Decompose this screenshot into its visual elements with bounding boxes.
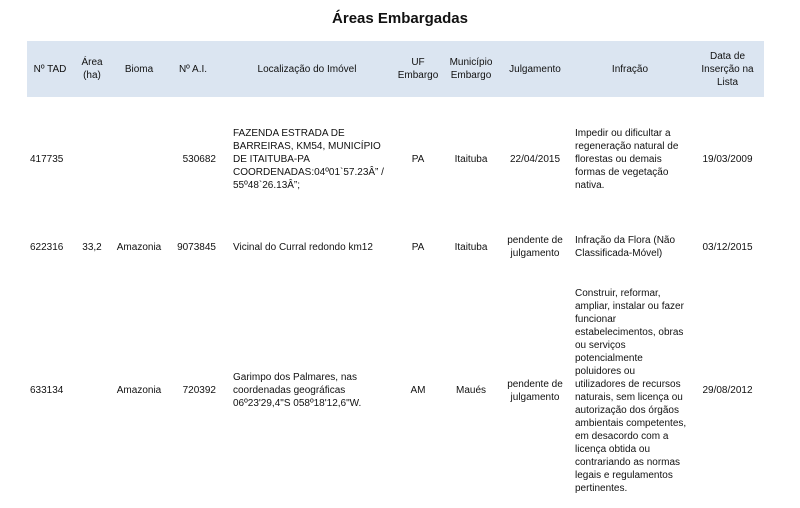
cell-localizacao: Garimpo dos Palmares, nas coordenadas geográficas 06º23'29,4"S 058º18'12,6"W.	[233, 372, 362, 409]
header-infracao: Infração	[569, 41, 691, 97]
header-bioma: Bioma	[111, 41, 167, 97]
cell-bioma	[111, 97, 167, 221]
cell-ai: 530682	[182, 153, 216, 165]
cell-data: 29/08/2012	[702, 385, 753, 396]
header-ai: Nº A.I.	[167, 41, 219, 97]
header-tad: Nº TAD	[27, 41, 73, 97]
cell-bioma: Amazonia	[116, 241, 162, 253]
cell-julgamento: 22/04/2015	[509, 153, 561, 165]
table-row	[27, 273, 764, 508]
cell-localizacao: Vicinal do Curral redondo km12	[233, 241, 373, 253]
cell-tad: 417735	[30, 153, 64, 165]
cell-tad: 633134	[30, 385, 64, 396]
cell-ai: 9073845	[177, 241, 216, 253]
cell-julgamento: pendente de julgamento	[507, 235, 563, 259]
cell-julgamento: pendente de julgamento	[507, 378, 563, 403]
header-julgamento: Julgamento	[501, 41, 569, 97]
header-data: Data de Inserção na Lista	[691, 41, 764, 97]
cell-area	[73, 273, 111, 508]
cell-localizacao: FAZENDA ESTRADA DE BARREIRAS, KM54, MUNICÍPIO DE ITAITUBA-PA COORDENADAS:04º01`57.23Â” / 55º48`26.13Â”;	[233, 127, 384, 191]
table-row	[27, 221, 764, 273]
header-area: Área (ha)	[73, 41, 111, 97]
cell-ai: 720392	[182, 385, 216, 396]
cell-infracao: Infração da Flora (Não Classificada-Móvel)	[575, 235, 676, 259]
cell-municipio: Itaituba	[454, 241, 488, 253]
cell-area	[73, 97, 111, 221]
cell-uf: PA	[411, 153, 425, 165]
cell-municipio: Maués	[455, 385, 486, 396]
table-header	[27, 41, 764, 97]
header-localizacao: Localização do Imóvel	[219, 41, 395, 97]
cell-infracao: Impedir ou dificultar a regeneração natural de florestas ou demais formas de vegetação nativa.	[575, 127, 679, 191]
cell-uf: AM	[410, 385, 426, 396]
page-title: Áreas Embargadas	[332, 10, 468, 27]
cell-area: 33,2	[82, 241, 102, 253]
embargo-table	[27, 41, 764, 508]
cell-data: 03/12/2015	[702, 241, 753, 253]
table-row	[27, 97, 764, 221]
cell-municipio: Itaituba	[454, 153, 488, 165]
cell-bioma: Amazonia	[116, 385, 162, 396]
cell-infracao: Construir, reformar, ampliar, instalar ou fazer funcionar estabelecimentos, obras ou serviços potencialmente poluidores ou utilizadores de recursos naturais, sem licença ou autorização dos órgãos ambientais competentes, em desacordo com a licença obtida ou contrariando as normas legais e regulamentos pertinentes.	[575, 287, 687, 494]
header-municipio: Município Embargo	[441, 41, 501, 97]
header-uf: UF Embargo	[395, 41, 441, 97]
cell-tad: 622316	[30, 241, 64, 253]
cell-data: 19/03/2009	[702, 153, 753, 165]
cell-uf: PA	[411, 241, 425, 253]
